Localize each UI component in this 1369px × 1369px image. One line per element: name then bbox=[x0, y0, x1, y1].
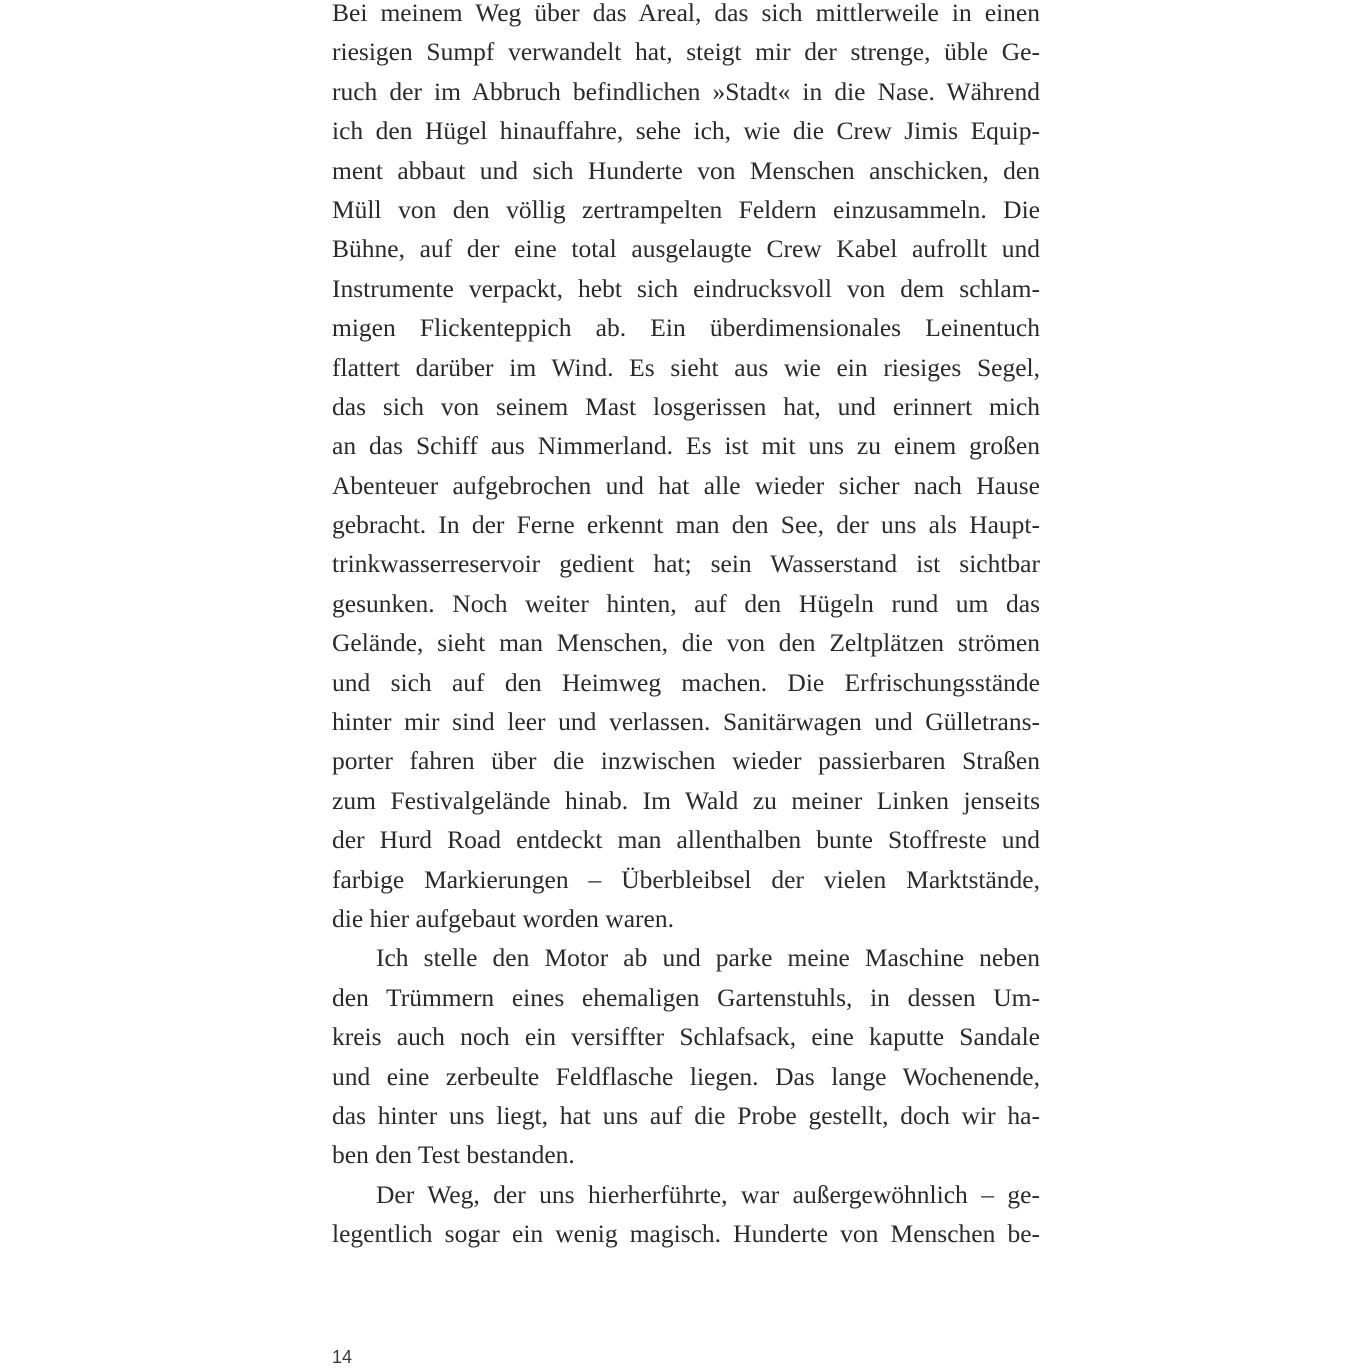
text-line: migen Flickenteppich ab. Ein überdimensionales Leinentuch bbox=[332, 313, 1040, 343]
text-line: gesunken. Noch weiter hinten, auf den Hügeln rund um das bbox=[332, 588, 1040, 618]
paragraph bbox=[332, 938, 1040, 1174]
paragraph bbox=[332, 0, 1040, 938]
text-line: Bei meinem Weg über das Areal, das sich mittlerweile in einen bbox=[332, 0, 1040, 27]
text-line: hinter mir sind leer und verlassen. Sanitärwagen und Gülletrans- bbox=[332, 707, 1040, 737]
text-line: Müll von den völlig zertrampelten Feldern einzusammeln. Die bbox=[332, 194, 1040, 224]
text-line: Instrumente verpackt, hebt sich eindrucksvoll von dem schlam- bbox=[332, 273, 1040, 303]
text-line: trinkwasserreservoir gedient hat; sein Wasserstand ist sichtbar bbox=[332, 549, 1040, 579]
body-text bbox=[332, 0, 1040, 1254]
page-number: 14 bbox=[332, 1347, 353, 1367]
text-line: gebracht. In der Ferne erkennt man den See, der uns als Haupt- bbox=[332, 510, 1040, 540]
text-line: porter fahren über die inzwischen wieder passierbaren Straßen bbox=[332, 746, 1040, 776]
text-line: Gelände, sieht man Menschen, die von den Zeltplätzen strömen bbox=[332, 628, 1040, 658]
text-line: zum Festivalgelände hinab. Im Wald zu meiner Linken jenseits bbox=[332, 785, 1040, 815]
text-line: und sich auf den Heimweg machen. Die Erfrischungsstände bbox=[332, 667, 1040, 697]
text-line: Abenteuer aufgebrochen und hat alle wieder sicher nach Hause bbox=[332, 470, 1040, 500]
text-line: das sich von seinem Mast losgerissen hat, und erinnert mich bbox=[332, 391, 1040, 421]
text-line: Der Weg, der uns hierherführte, war außergewöhnlich – ge- bbox=[376, 1179, 1040, 1209]
text-line: die hier aufgebaut worden waren. bbox=[332, 903, 674, 933]
text-line: flattert darüber im Wind. Es sieht aus wie ein riesiges Segel, bbox=[332, 352, 1040, 382]
text-line: ben den Test bestanden. bbox=[332, 1140, 575, 1170]
text-line: ruch der im Abbruch befindlichen »Stadt« in die Nase. Während bbox=[332, 76, 1040, 106]
text-line: an das Schiff aus Nimmerland. Es ist mit uns zu einem großen bbox=[332, 431, 1040, 461]
text-line: Ich stelle den Motor ab und parke meine Maschine neben bbox=[376, 943, 1040, 973]
paragraph bbox=[332, 1175, 1040, 1254]
text-line: farbige Markierungen – Überbleibsel der vielen Marktstände, bbox=[332, 864, 1040, 894]
text-line: ment abbaut und sich Hunderte von Menschen anschicken, den bbox=[332, 155, 1040, 185]
text-line: ich den Hügel hinauffahre, sehe ich, wie die Crew Jimis Equip- bbox=[332, 116, 1040, 146]
text-line: das hinter uns liegt, hat uns auf die Probe gestellt, doch wir ha- bbox=[332, 1100, 1040, 1130]
text-line: den Trümmern eines ehemaligen Gartenstuhls, in dessen Um- bbox=[332, 982, 1040, 1012]
text-line: der Hurd Road entdeckt man allenthalben bunte Stoffreste und bbox=[332, 825, 1040, 855]
text-line: legentlich sogar ein wenig magisch. Hunderte von Menschen be- bbox=[332, 1219, 1040, 1249]
text-line: und eine zerbeulte Feldflasche liegen. Das lange Wochenende, bbox=[332, 1061, 1040, 1091]
text-line: riesigen Sumpf verwandelt hat, steigt mir der strenge, üble Ge- bbox=[332, 37, 1040, 67]
text-line: Bühne, auf der eine total ausgelaugte Crew Kabel aufrollt und bbox=[332, 234, 1040, 264]
text-line: kreis auch noch ein versiffter Schlafsack, eine kaputte Sandale bbox=[332, 1022, 1040, 1052]
